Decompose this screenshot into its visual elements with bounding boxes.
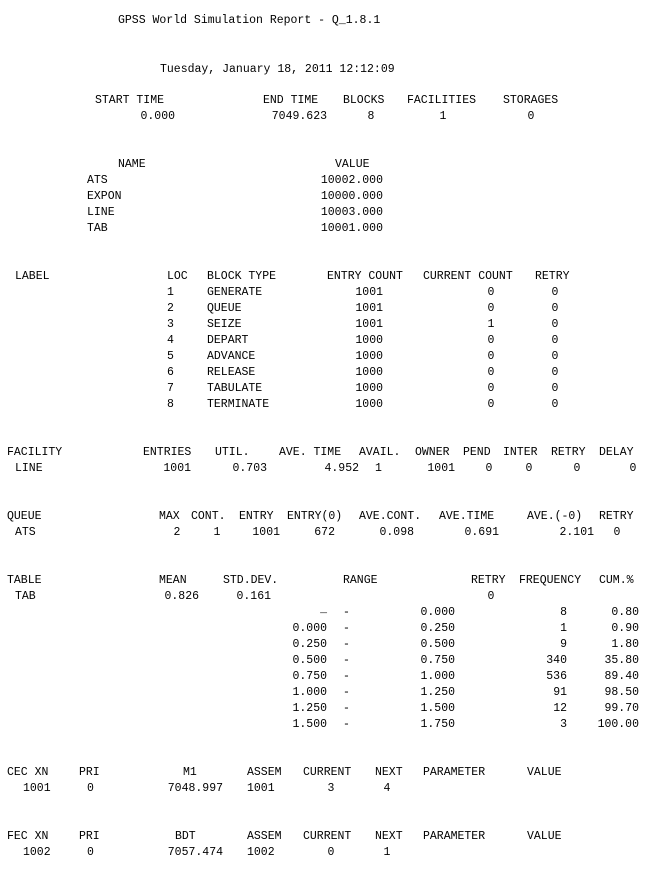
summary-facilities: 1 [439, 110, 447, 123]
block-retry: 0 [551, 382, 559, 395]
block-loc: 3 [167, 318, 174, 331]
fec-next: 1 [383, 846, 391, 859]
table-retry: 0 [487, 590, 495, 603]
queue-header-queue: QUEUE [7, 510, 42, 523]
fec-header-current: CURRENT [303, 830, 352, 843]
range-dash: - [343, 654, 350, 667]
facility-header-delay: DELAY [599, 446, 634, 459]
range-to: 1.500 [420, 702, 455, 715]
range-from: 1.250 [292, 702, 327, 715]
block-type: DEPART [207, 334, 249, 347]
block-current-count: 0 [487, 398, 495, 411]
range-frequency: 340 [546, 654, 567, 667]
fec-header-bdt: BDT [175, 830, 196, 843]
table-header-range: RANGE [343, 574, 378, 587]
block-current-count: 0 [487, 366, 495, 379]
block-current-count: 0 [487, 286, 495, 299]
facility-header-retry: RETRY [551, 446, 586, 459]
block-type: TABULATE [207, 382, 263, 395]
block-loc: 1 [167, 286, 174, 299]
summary-header-storages: STORAGES [503, 94, 559, 107]
table-header-std-dev: STD.DEV. [223, 574, 279, 587]
fec-assem: 1002 [247, 846, 275, 859]
cec-xn: 1001 [23, 782, 51, 795]
range-frequency: 91 [553, 686, 567, 699]
block-retry: 0 [551, 302, 559, 315]
range-frequency: 9 [560, 638, 567, 651]
queue-entry: 1001 [252, 526, 280, 539]
facility-header-ave-time: AVE. TIME [279, 446, 342, 459]
queue-ave-minus-zero: 2.101 [559, 526, 594, 539]
block-type: ADVANCE [207, 350, 256, 363]
block-current-count: 0 [487, 334, 495, 347]
facility-retry: 0 [573, 462, 581, 475]
range-to: 1.250 [420, 686, 455, 699]
queue-header-max: MAX [159, 510, 180, 523]
block-retry: 0 [551, 286, 559, 299]
block-current-count: 0 [487, 382, 495, 395]
cec-assem: 1001 [247, 782, 275, 795]
range-from: 0.750 [292, 670, 327, 683]
table-header-table: TABLE [7, 574, 42, 587]
summary-header-blocks: BLOCKS [343, 94, 385, 107]
names-header-value: VALUE [335, 158, 370, 171]
cec-header-pri: PRI [79, 766, 100, 779]
name-value: 10003.000 [320, 206, 383, 219]
blocks-header-current-count: CURRENT COUNT [423, 270, 513, 283]
table-name: TAB [15, 590, 36, 603]
block-entry-count: 1000 [355, 350, 383, 363]
facility-ave-time: 4.952 [324, 462, 359, 475]
range-cum-percent: 89.40 [604, 670, 639, 683]
fec-header-pri: PRI [79, 830, 100, 843]
range-dash: - [343, 638, 350, 651]
block-type: SEIZE [207, 318, 242, 331]
name-label: ATS [87, 174, 108, 187]
name-value: 10001.000 [320, 222, 383, 235]
block-current-count: 1 [487, 318, 495, 331]
cec-header-next: NEXT [375, 766, 403, 779]
range-dash: - [343, 606, 350, 619]
queue-max: 2 [173, 526, 181, 539]
range-frequency: 1 [560, 622, 567, 635]
range-to: 1.000 [420, 670, 455, 683]
queue-header-ave-cont: AVE.CONT. [359, 510, 422, 523]
table-header-mean: MEAN [159, 574, 187, 587]
fec-pri: 0 [87, 846, 94, 859]
blocks-header-block-type: BLOCK TYPE [207, 270, 277, 283]
queue-header-entry: ENTRY [239, 510, 274, 523]
summary-blocks: 8 [367, 110, 375, 123]
queue-cont: 1 [213, 526, 221, 539]
queue-header-cont: CONT. [191, 510, 226, 523]
block-retry: 0 [551, 318, 559, 331]
block-loc: 7 [167, 382, 174, 395]
queue-header-ave-time: AVE.TIME [439, 510, 495, 523]
cec-header-current: CURRENT [303, 766, 352, 779]
range-dash: - [343, 622, 350, 635]
block-entry-count: 1000 [355, 334, 383, 347]
range-cum-percent: 99.70 [604, 702, 639, 715]
range-dash: - [343, 718, 350, 731]
facility-delay: 0 [629, 462, 637, 475]
name-value: 10000.000 [320, 190, 383, 203]
range-dash: - [343, 702, 350, 715]
facility-util: 0.703 [232, 462, 267, 475]
summary-start-time: 0.000 [140, 110, 175, 123]
block-type: RELEASE [207, 366, 256, 379]
block-entry-count: 1000 [355, 398, 383, 411]
fec-header-value: VALUE [527, 830, 562, 843]
range-frequency: 12 [553, 702, 567, 715]
range-cum-percent: 0.80 [611, 606, 639, 619]
queue-name: ATS [15, 526, 36, 539]
range-frequency: 3 [560, 718, 567, 731]
block-entry-count: 1000 [355, 366, 383, 379]
range-from: 1.500 [292, 718, 327, 731]
range-from: 1.000 [292, 686, 327, 699]
name-value: 10002.000 [320, 174, 383, 187]
facility-header-avail: AVAIL. [359, 446, 401, 459]
block-retry: 0 [551, 334, 559, 347]
table-header-cum-percent: CUM.% [599, 574, 634, 587]
fec-header-next: NEXT [375, 830, 403, 843]
blocks-header-entry-count: ENTRY COUNT [327, 270, 403, 283]
table-std-dev: 0.161 [236, 590, 271, 603]
facility-pend: 0 [485, 462, 493, 475]
name-label: EXPON [87, 190, 122, 203]
facility-header-entries: ENTRIES [143, 446, 192, 459]
range-cum-percent: 0.90 [611, 622, 639, 635]
block-current-count: 0 [487, 302, 495, 315]
table-header-retry: RETRY [471, 574, 506, 587]
queue-header-entry-zero: ENTRY(0) [287, 510, 343, 523]
range-from: _ [320, 603, 327, 616]
range-cum-percent: 35.80 [604, 654, 639, 667]
range-cum-percent: 100.00 [597, 718, 639, 731]
range-to: 1.750 [420, 718, 455, 731]
cec-m1: 7048.997 [167, 782, 223, 795]
cec-pri: 0 [87, 782, 94, 795]
name-label: TAB [87, 222, 108, 235]
queue-retry: 0 [613, 526, 621, 539]
range-to: 0.250 [420, 622, 455, 635]
range-to: 0.500 [420, 638, 455, 651]
range-to: 0.750 [420, 654, 455, 667]
fec-header-xn: FEC XN [7, 830, 49, 843]
cec-header-m1: M1 [183, 766, 197, 779]
report-title: GPSS World Simulation Report - Q_1.8.1 [118, 14, 381, 27]
block-entry-count: 1001 [355, 302, 383, 315]
table-header-frequency: FREQUENCY [519, 574, 582, 587]
range-to: 0.000 [420, 606, 455, 619]
fec-current: 0 [327, 846, 335, 859]
fec-header-assem: ASSEM [247, 830, 282, 843]
names-header-name: NAME [118, 158, 146, 171]
range-cum-percent: 1.80 [611, 638, 639, 651]
cec-current: 3 [327, 782, 335, 795]
blocks-header-label: LABEL [15, 270, 50, 283]
range-cum-percent: 98.50 [604, 686, 639, 699]
block-loc: 8 [167, 398, 174, 411]
cec-next: 4 [383, 782, 391, 795]
queue-ave-time: 0.691 [464, 526, 499, 539]
block-type: GENERATE [207, 286, 263, 299]
range-from: 0.500 [292, 654, 327, 667]
queue-header-retry: RETRY [599, 510, 634, 523]
fec-header-parameter: PARAMETER [423, 830, 486, 843]
blocks-header-retry: RETRY [535, 270, 570, 283]
report-datetime: Tuesday, January 18, 2011 12:12:09 [160, 63, 395, 76]
range-frequency: 536 [546, 670, 567, 683]
block-current-count: 0 [487, 350, 495, 363]
block-entry-count: 1001 [355, 286, 383, 299]
summary-storages: 0 [527, 110, 535, 123]
cec-header-value: VALUE [527, 766, 562, 779]
summary-header-facilities: FACILITIES [407, 94, 477, 107]
queue-entry-zero: 672 [314, 526, 335, 539]
facility-header-pend: PEND [463, 446, 491, 459]
facility-owner: 1001 [427, 462, 455, 475]
summary-header-start-time: START TIME [95, 94, 165, 107]
facility-header-facility: FACILITY [7, 446, 63, 459]
fec-xn: 1002 [23, 846, 51, 859]
facility-entries: 1001 [163, 462, 191, 475]
range-dash: - [343, 686, 350, 699]
range-from: 0.250 [292, 638, 327, 651]
queue-header-ave-minus-zero: AVE.(-0) [527, 510, 583, 523]
block-entry-count: 1000 [355, 382, 383, 395]
fec-bdt: 7057.474 [167, 846, 223, 859]
block-loc: 2 [167, 302, 174, 315]
block-type: QUEUE [207, 302, 242, 315]
block-retry: 0 [551, 398, 559, 411]
block-loc: 4 [167, 334, 174, 347]
block-type: TERMINATE [207, 398, 270, 411]
block-loc: 5 [167, 350, 174, 363]
cec-header-xn: CEC XN [7, 766, 49, 779]
range-frequency: 8 [560, 606, 567, 619]
block-entry-count: 1001 [355, 318, 383, 331]
facility-name: LINE [15, 462, 43, 475]
facility-inter: 0 [525, 462, 533, 475]
summary-end-time: 7049.623 [271, 110, 327, 123]
name-label: LINE [87, 206, 115, 219]
cec-header-assem: ASSEM [247, 766, 282, 779]
range-from: 0.000 [292, 622, 327, 635]
summary-header-end-time: END TIME [263, 94, 319, 107]
block-retry: 0 [551, 350, 559, 363]
facility-header-inter: INTER [503, 446, 538, 459]
facility-header-owner: OWNER [415, 446, 450, 459]
queue-ave-cont: 0.098 [379, 526, 414, 539]
facility-avail: 1 [375, 462, 382, 475]
block-retry: 0 [551, 366, 559, 379]
facility-header-util: UTIL. [215, 446, 250, 459]
cec-header-parameter: PARAMETER [423, 766, 486, 779]
range-dash: - [343, 670, 350, 683]
table-mean: 0.826 [164, 590, 199, 603]
blocks-header-loc: LOC [167, 270, 188, 283]
block-loc: 6 [167, 366, 174, 379]
